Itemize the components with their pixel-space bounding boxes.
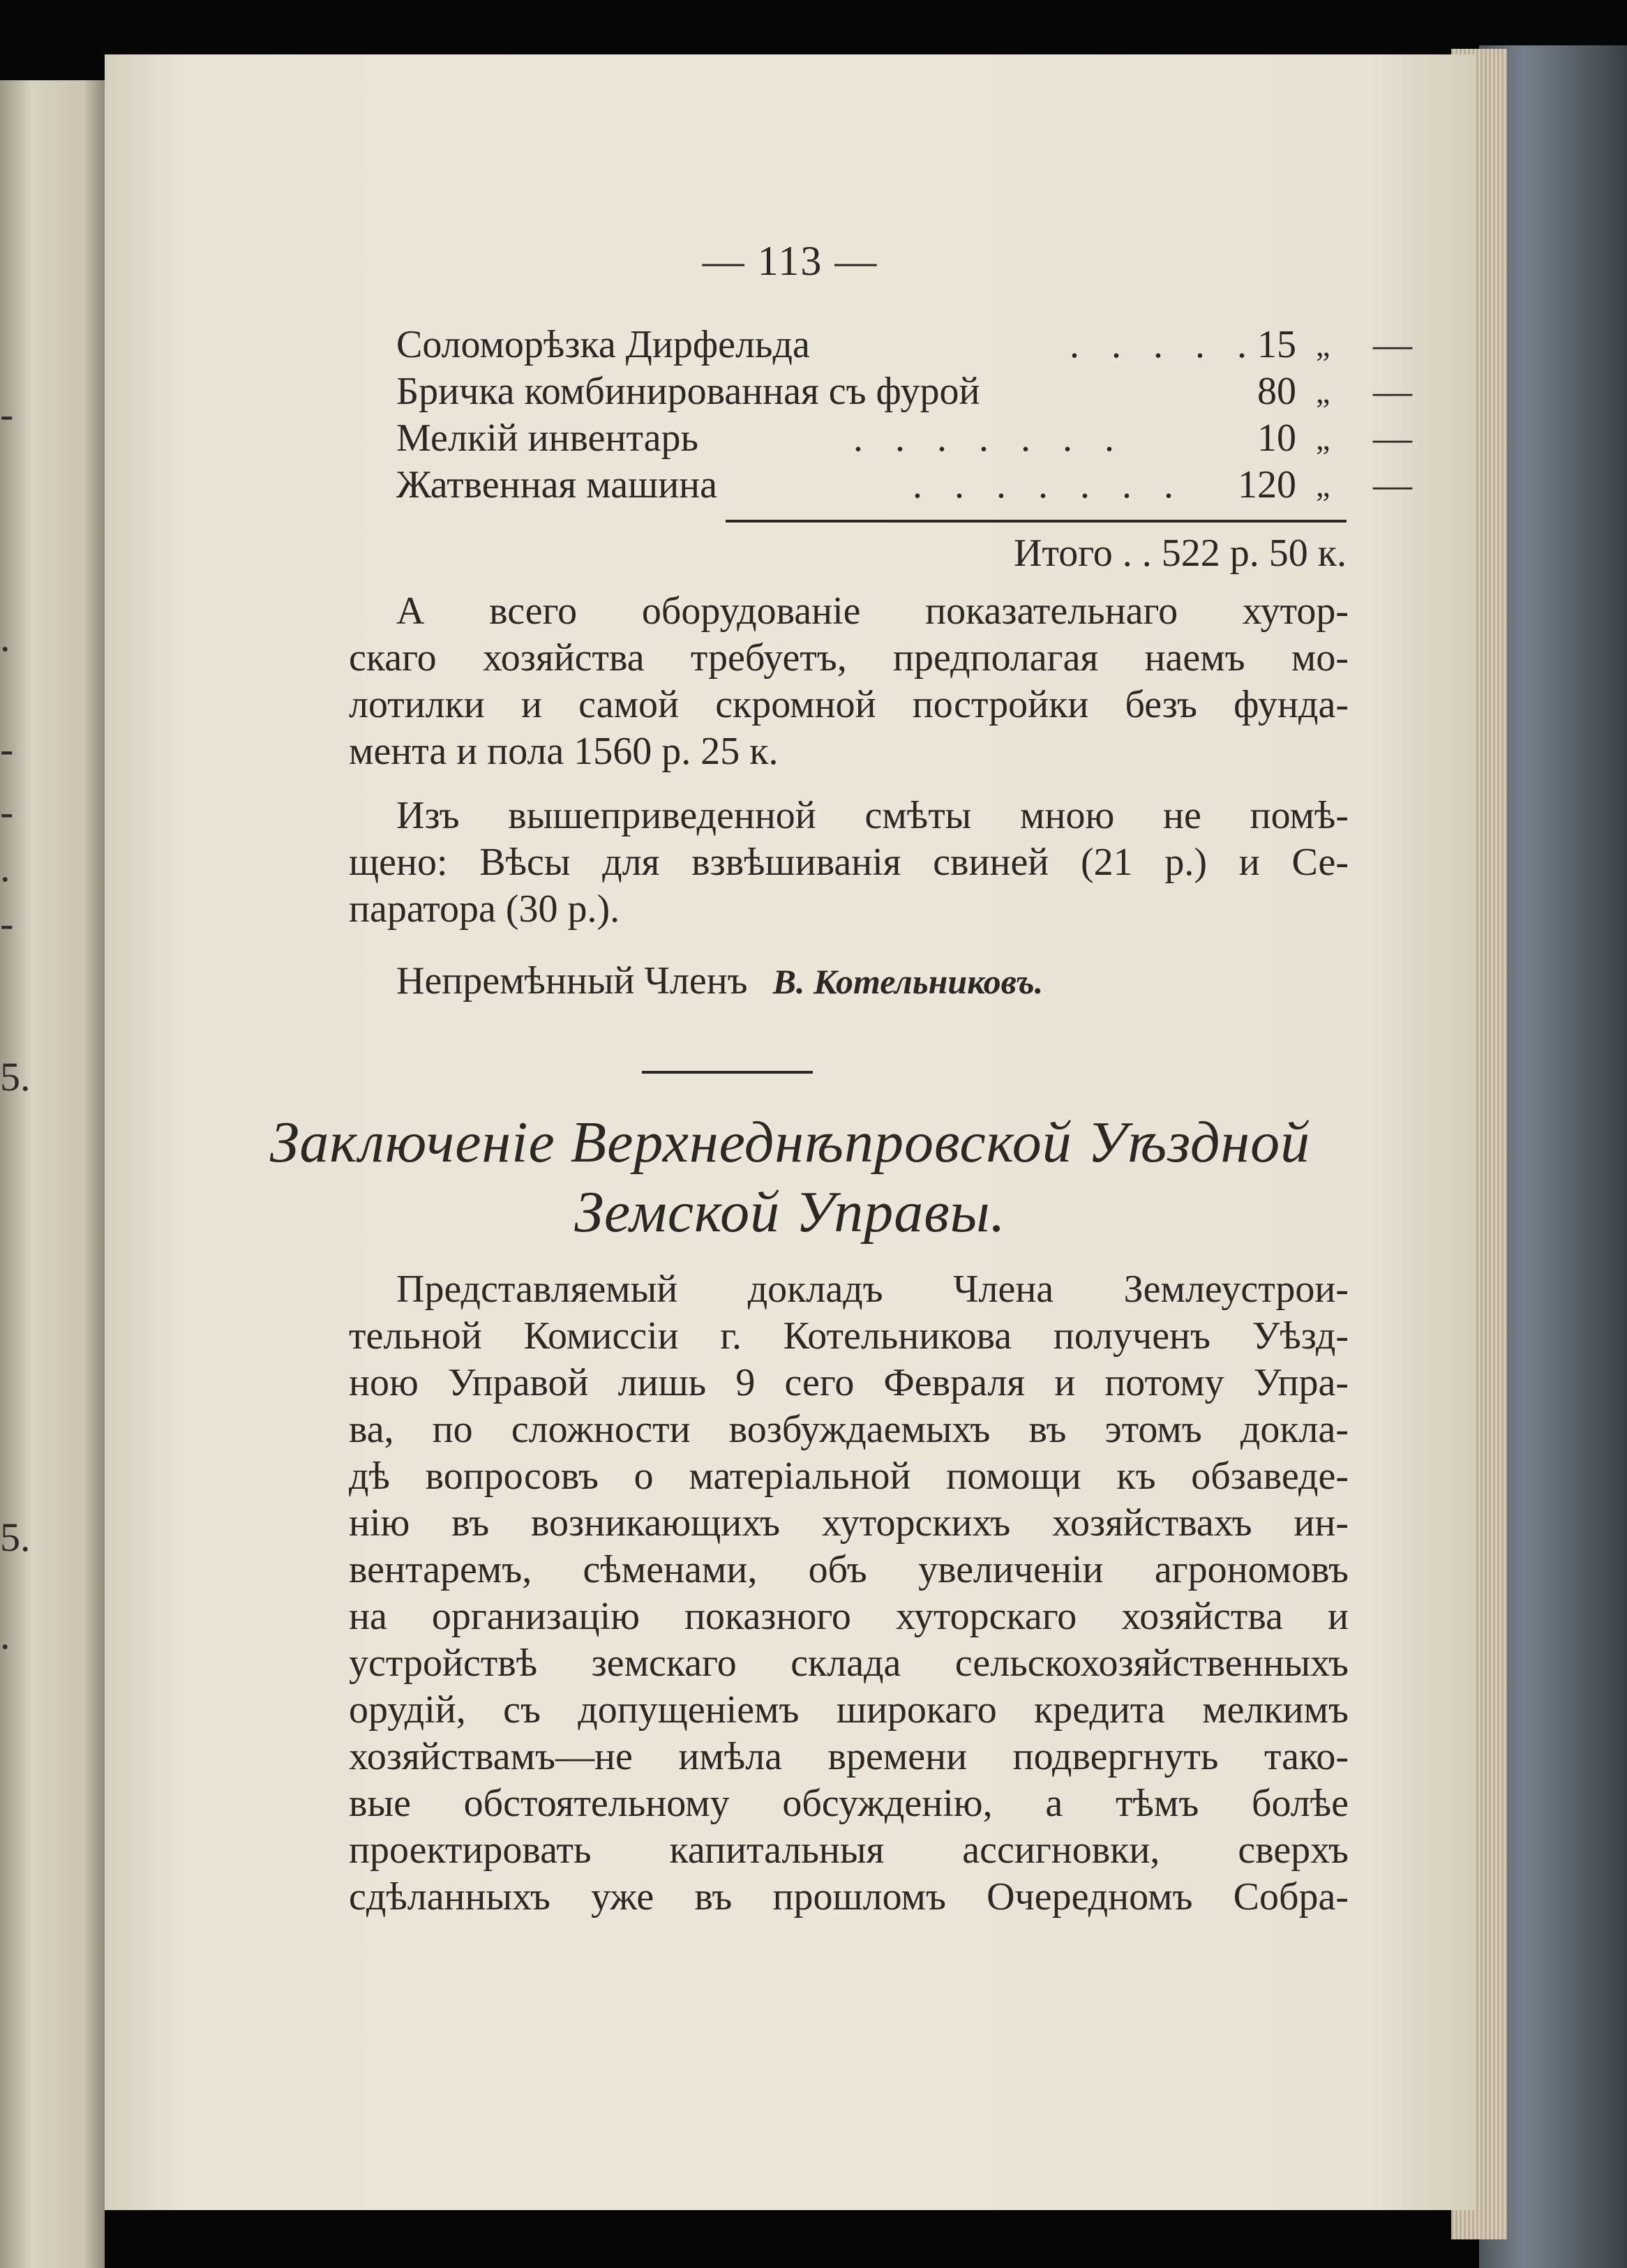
signature-name: В. Котельниковъ. (772, 962, 1044, 1001)
text-line: паратора (30 р.). (349, 887, 620, 931)
text-line: ною Управой лишь 9 сего Февраля и потому Упра- (349, 1361, 1349, 1404)
text-line: скаго хозяйства требуетъ, предполагая наемъ мо- (349, 636, 1349, 679)
text-line: мента и пола 1560 р. 25 к. (349, 730, 779, 773)
section-heading: Заключеніе Верхнеднѣпровской Уѣздной (269, 1110, 1311, 1175)
list-item (396, 415, 1412, 462)
list-item (396, 368, 1412, 415)
text-line: А всего оборудованіе показательнаго хутор- (396, 589, 1349, 633)
item-dash: — (1373, 463, 1412, 506)
text-line: устройствѣ земскаго склада сельскохозяйственныхъ (349, 1642, 1349, 1685)
section-heading: Земской Управы. (574, 1180, 1006, 1245)
total-line: Итого . . 522 р. 50 к. (1014, 532, 1347, 575)
margin-mark: - (0, 901, 14, 946)
item-name: Соломорѣзка Дирфельда (396, 323, 810, 366)
item-ditto: „ (1316, 467, 1330, 503)
page-number: — 113 — (702, 238, 878, 284)
item-amount: 80 (1257, 370, 1296, 413)
text-line: тельной Комиссіи г. Котельникова полученъ Уѣзд- (349, 1314, 1349, 1358)
text-line: щено: Вѣсы для взвѣшиванія свиней (21 р.) и Се- (349, 841, 1349, 884)
sum-rule (726, 520, 1347, 523)
list-item (396, 322, 1412, 368)
item-ditto: „ (1316, 421, 1330, 456)
margin-mark: - (0, 789, 14, 834)
item-amount: 120 (1238, 463, 1296, 506)
item-ditto: „ (1316, 327, 1330, 363)
item-amount: 15 (1257, 323, 1296, 366)
item-dash: — (1373, 323, 1412, 366)
item-name: Бричка комбинированная съ фурой (396, 370, 980, 413)
margin-mark: 5. (0, 1054, 31, 1099)
section-divider (642, 1071, 813, 1074)
text-line: Представляемый докладъ Члена Землеустрои- (396, 1268, 1349, 1311)
margin-mark: . (0, 1612, 10, 1658)
book-page (105, 54, 1476, 2210)
text-line: дѣ вопросовъ о матеріальной помощи къ обзаведе- (349, 1455, 1349, 1498)
text-line: ва, по сложности возбуждаемыхъ въ этомъ докла- (349, 1408, 1349, 1451)
facing-page-margin-marks (0, 80, 105, 2268)
facing-page (0, 80, 105, 2268)
signature-line (396, 958, 1352, 1005)
margin-mark: . (0, 845, 10, 890)
margin-mark: - (0, 726, 14, 772)
text-line: на организацію показного хуторскаго хозяйства и (349, 1595, 1349, 1638)
item-name: Мелкій инвентарь (396, 416, 699, 460)
text-line: хозяйствамъ—не имѣла времени подвергнуть тако- (349, 1735, 1349, 1778)
item-dash: — (1373, 370, 1412, 413)
text-line: вые обстоятельному обсужденію, а тѣмъ болѣе (349, 1782, 1349, 1825)
item-dots: . . . . . . . (913, 463, 1185, 506)
item-dots: . . . . . (1070, 323, 1258, 366)
margin-mark: . (0, 615, 10, 660)
item-name: Жатвенная машина (396, 463, 718, 506)
margin-mark: - (0, 391, 14, 437)
text-line: сдѣланныхъ уже въ прошломъ Очередномъ Собра- (349, 1875, 1349, 1918)
margin-mark: 5. (0, 1515, 31, 1560)
text-line: Изъ вышеприведенной смѣты мною не помѣ- (396, 794, 1349, 837)
text-line: нію въ возникающихъ хуторскихъ хозяйствахъ ин- (349, 1501, 1349, 1545)
item-dots: . . . . . . . (853, 416, 1125, 460)
text-line: проектировать капитальныя ассигновки, сверхъ (349, 1828, 1349, 1872)
item-ditto: „ (1316, 374, 1330, 410)
text-line: вентаремъ, сѣменами, объ увеличеніи агрономовъ (349, 1548, 1349, 1591)
item-amount: 10 (1257, 416, 1296, 460)
signature-title: Непремѣнный Членъ (396, 959, 748, 1002)
text-line: лотилки и самой скромной постройки безъ фунда- (349, 683, 1349, 726)
item-dash: — (1373, 416, 1412, 460)
text-line: орудій, съ допущеніемъ широкаго кредита мелкимъ (349, 1688, 1349, 1732)
list-item (396, 462, 1412, 509)
